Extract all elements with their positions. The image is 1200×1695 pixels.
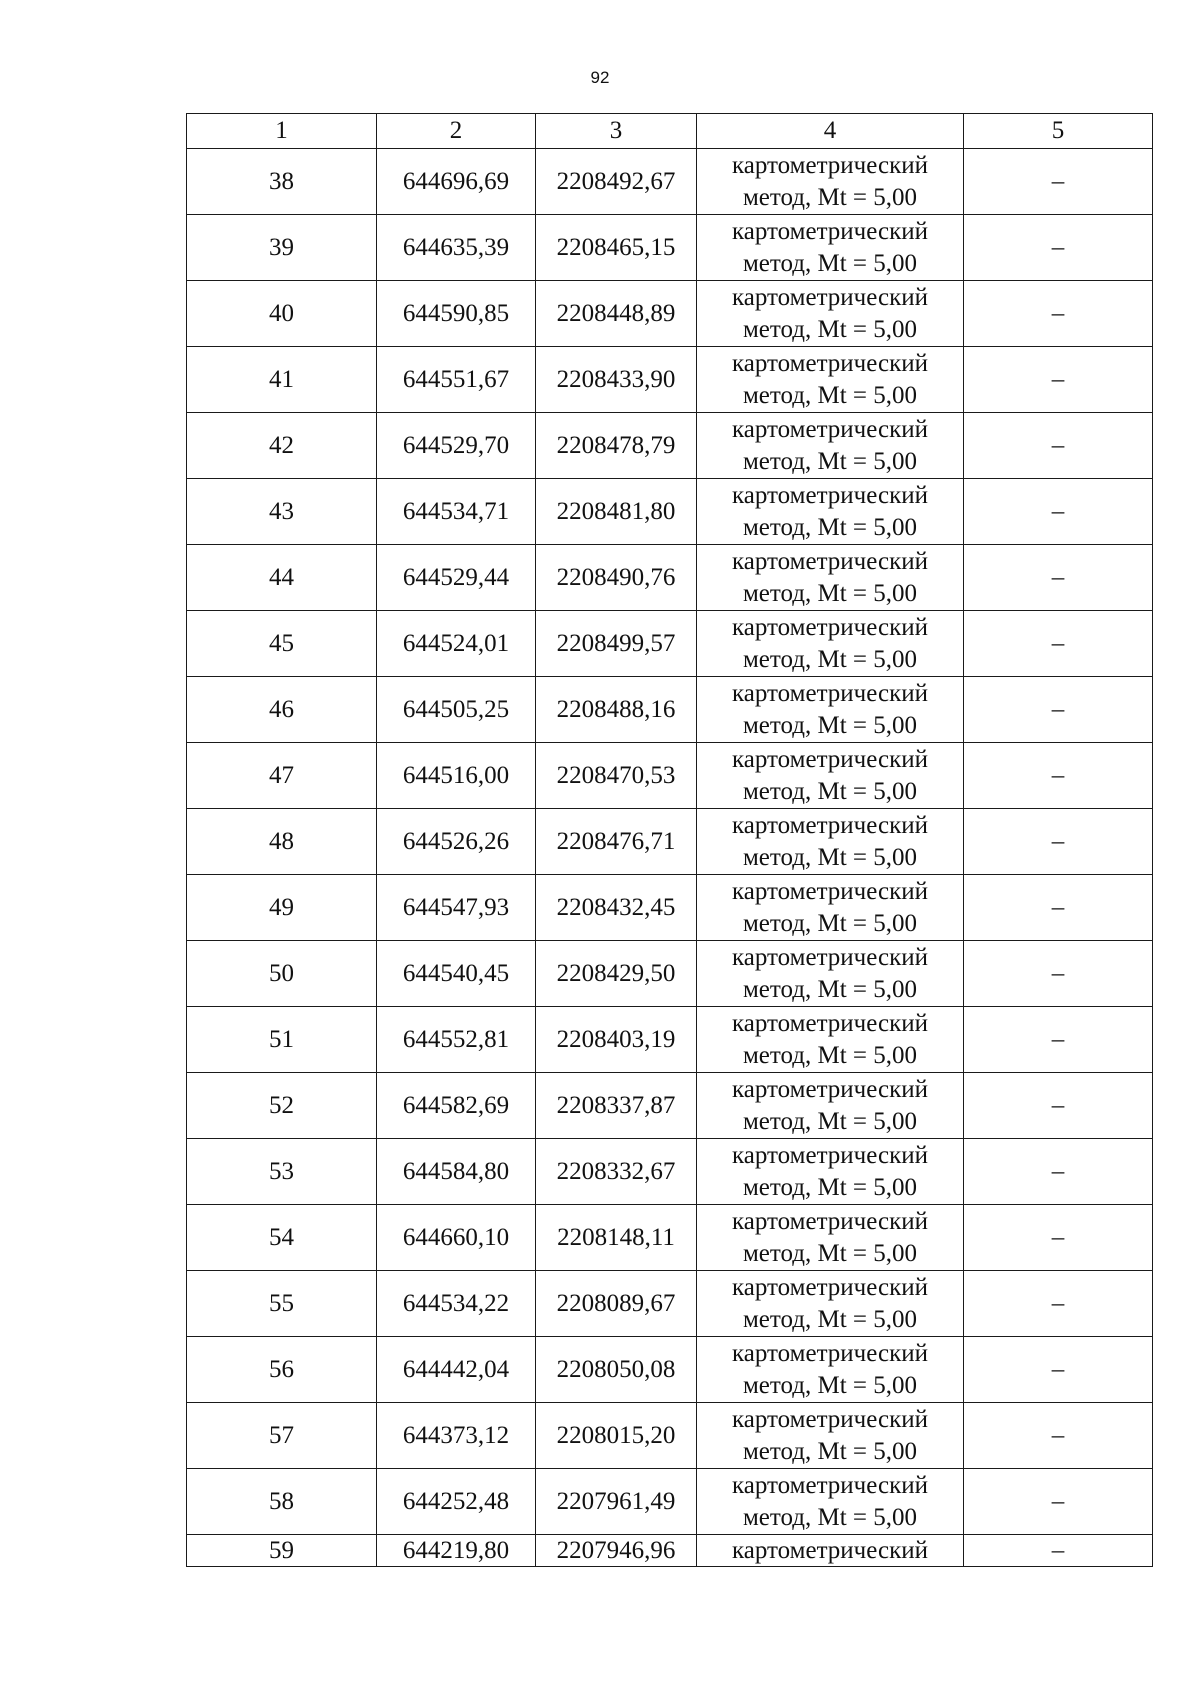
y-coordinate-cell: 2208148,11 (536, 1205, 697, 1271)
column-5-cell: – (964, 479, 1153, 545)
column-5-cell: – (964, 941, 1153, 1007)
x-coordinate-cell: 644529,70 (377, 413, 536, 479)
header-row (187, 114, 1153, 149)
method-line-2: метод, Mt = 5,00 (742, 711, 918, 739)
point-number-cell: 46 (187, 677, 377, 743)
method-cell (697, 413, 964, 479)
y-coordinate-cell: 2208050,08 (536, 1337, 697, 1403)
method-line-1: картометрический (732, 679, 928, 707)
method-cell (697, 479, 964, 545)
method-cell (697, 875, 964, 941)
method-line-2: метод, Mt = 5,00 (742, 513, 918, 541)
column-5-cell: – (964, 347, 1153, 413)
point-number-cell: 51 (187, 1007, 377, 1073)
table-row (187, 1337, 1153, 1403)
column-5-cell: – (964, 1469, 1153, 1535)
method-line-2: метод, Mt = 5,00 (742, 843, 918, 871)
y-coordinate-cell: 2208433,90 (536, 347, 697, 413)
column-5-cell: – (964, 1337, 1153, 1403)
x-coordinate-cell: 644442,04 (377, 1337, 536, 1403)
method-line-1: картометрический (732, 811, 928, 839)
method-line-1: картометрический (732, 217, 928, 245)
table-row (187, 809, 1153, 875)
y-coordinate-cell: 2208337,87 (536, 1073, 697, 1139)
table-row (187, 611, 1153, 677)
method-line-1: картометрический (732, 349, 928, 377)
method-line-2: метод, Mt = 5,00 (742, 183, 918, 211)
method-line-2: метод, Mt = 5,00 (742, 645, 918, 673)
point-number-cell: 42 (187, 413, 377, 479)
table-row (187, 1007, 1153, 1073)
table-row (187, 215, 1153, 281)
column-5-cell: – (964, 1007, 1153, 1073)
method-line-2: метод, Mt = 5,00 (742, 579, 918, 607)
column-5-cell: – (964, 611, 1153, 677)
table-row (187, 1271, 1153, 1337)
point-number-cell: 41 (187, 347, 377, 413)
table-row (187, 149, 1153, 215)
y-coordinate-cell: 2208481,80 (536, 479, 697, 545)
method-line-1: картометрический (732, 1471, 928, 1499)
table-row (187, 1073, 1153, 1139)
y-coordinate-cell: 2208478,79 (536, 413, 697, 479)
header-col-4: 4 (697, 114, 964, 149)
column-5-cell: – (964, 281, 1153, 347)
point-number-cell: 56 (187, 1337, 377, 1403)
point-number-cell: 54 (187, 1205, 377, 1271)
method-cell (697, 1073, 964, 1139)
method-line-1: картометрический (732, 613, 928, 641)
method-line-1: картометрический (732, 745, 928, 773)
y-coordinate-cell: 2208432,45 (536, 875, 697, 941)
method-line-1: картометрический (732, 481, 928, 509)
y-coordinate-cell: 2208089,67 (536, 1271, 697, 1337)
method-cell (697, 1205, 964, 1271)
table-row-last (187, 1535, 1153, 1567)
y-coordinate-cell: 2208470,53 (536, 743, 697, 809)
method-line-1: картометрический (732, 415, 928, 443)
table-row (187, 1205, 1153, 1271)
method-line-1: картометрический (732, 1207, 928, 1235)
point-number-cell: 44 (187, 545, 377, 611)
table-row (187, 413, 1153, 479)
method-cell (697, 347, 964, 413)
y-coordinate-cell: 2208465,15 (536, 215, 697, 281)
y-coordinate-cell: 2208403,19 (536, 1007, 697, 1073)
point-number-cell: 50 (187, 941, 377, 1007)
x-coordinate-cell: 644524,01 (377, 611, 536, 677)
method-line-2: метод, Mt = 5,00 (742, 1239, 918, 1267)
y-coordinate-cell: 2208488,16 (536, 677, 697, 743)
method-line-1: картометрический (732, 1009, 928, 1037)
y-coordinate-cell: 2208429,50 (536, 941, 697, 1007)
method-line-2: метод, Mt = 5,00 (742, 381, 918, 409)
column-5-cell: – (964, 413, 1153, 479)
x-coordinate-cell: 644516,00 (377, 743, 536, 809)
column-5-cell: – (964, 1403, 1153, 1469)
method-line-1: картометрический (732, 547, 928, 575)
point-number-cell: 40 (187, 281, 377, 347)
point-number-cell: 57 (187, 1403, 377, 1469)
table-header (187, 114, 1153, 149)
y-coordinate-cell: 2208015,20 (536, 1403, 697, 1469)
table-row (187, 875, 1153, 941)
method-cell (697, 545, 964, 611)
table-row (187, 545, 1153, 611)
header-col-1: 1 (187, 114, 377, 149)
table-row (187, 281, 1153, 347)
method-line-2: метод, Mt = 5,00 (742, 777, 918, 805)
point-number-cell: 58 (187, 1469, 377, 1535)
method-line-2: метод, Mt = 5,00 (742, 447, 918, 475)
x-coordinate-cell: 644534,71 (377, 479, 536, 545)
method-cell (697, 611, 964, 677)
method-cell (697, 1469, 964, 1535)
point-number-cell: 48 (187, 809, 377, 875)
column-5-cell: – (964, 677, 1153, 743)
point-number-cell: 49 (187, 875, 377, 941)
y-coordinate-cell: 2208492,67 (536, 149, 697, 215)
method-cell: картометрический (697, 1535, 964, 1567)
table-row (187, 941, 1153, 1007)
x-coordinate-cell: 644582,69 (377, 1073, 536, 1139)
coordinates-table (186, 113, 1153, 1567)
column-5-cell: – (964, 1535, 1153, 1567)
point-number-cell: 47 (187, 743, 377, 809)
column-5-cell: – (964, 149, 1153, 215)
x-coordinate-cell: 644552,81 (377, 1007, 536, 1073)
table-row (187, 1403, 1153, 1469)
method-line-2: метод, Mt = 5,00 (742, 1041, 918, 1069)
method-line-2: метод, Mt = 5,00 (742, 1503, 918, 1531)
method-line-1: картометрический (732, 283, 928, 311)
x-coordinate-cell: 644252,48 (377, 1469, 536, 1535)
column-5-cell: – (964, 1073, 1153, 1139)
method-line-1: картометрический (732, 877, 928, 905)
method-cell (697, 1403, 964, 1469)
y-coordinate-cell: 2207961,49 (536, 1469, 697, 1535)
method-line-1: картометрический (732, 1075, 928, 1103)
column-5-cell: – (964, 1205, 1153, 1271)
method-cell (697, 677, 964, 743)
method-line-1: картометрический (732, 1141, 928, 1169)
point-number-cell: 39 (187, 215, 377, 281)
method-line-1: картометрический (732, 1273, 928, 1301)
method-cell (697, 941, 964, 1007)
method-line-1: картометрический (732, 1405, 928, 1433)
x-coordinate-cell: 644373,12 (377, 1403, 536, 1469)
point-number-cell: 59 (187, 1535, 377, 1567)
column-5-cell: – (964, 1139, 1153, 1205)
table-row (187, 743, 1153, 809)
x-coordinate-cell: 644534,22 (377, 1271, 536, 1337)
x-coordinate-cell: 644529,44 (377, 545, 536, 611)
method-line-2: метод, Mt = 5,00 (742, 249, 918, 277)
column-5-cell: – (964, 545, 1153, 611)
point-number-cell: 38 (187, 149, 377, 215)
x-coordinate-cell: 644590,85 (377, 281, 536, 347)
header-col-5: 5 (964, 114, 1153, 149)
method-cell (697, 1139, 964, 1205)
method-cell (697, 1271, 964, 1337)
y-coordinate-cell: 2208448,89 (536, 281, 697, 347)
point-number-cell: 43 (187, 479, 377, 545)
method-cell (697, 281, 964, 347)
header-col-3: 3 (536, 114, 697, 149)
method-cell (697, 1337, 964, 1403)
column-5-cell: – (964, 215, 1153, 281)
y-coordinate-cell: 2208499,57 (536, 611, 697, 677)
x-coordinate-cell: 644526,26 (377, 809, 536, 875)
method-line-2: метод, Mt = 5,00 (742, 909, 918, 937)
method-cell (697, 149, 964, 215)
method-line-2: метод, Mt = 5,00 (742, 1305, 918, 1333)
method-line-2: метод, Mt = 5,00 (742, 1173, 918, 1201)
x-coordinate-cell: 644505,25 (377, 677, 536, 743)
column-5-cell: – (964, 1271, 1153, 1337)
x-coordinate-cell: 644219,80 (377, 1535, 536, 1567)
table-row (187, 1469, 1153, 1535)
column-5-cell: – (964, 743, 1153, 809)
method-cell (697, 743, 964, 809)
method-line-1: картометрический (732, 151, 928, 179)
table-row (187, 1139, 1153, 1205)
method-cell (697, 809, 964, 875)
table-row (187, 479, 1153, 545)
x-coordinate-cell: 644635,39 (377, 215, 536, 281)
y-coordinate-cell: 2207946,96 (536, 1535, 697, 1567)
method-cell (697, 1007, 964, 1073)
point-number-cell: 55 (187, 1271, 377, 1337)
method-line-2: метод, Mt = 5,00 (742, 1371, 918, 1399)
x-coordinate-cell: 644584,80 (377, 1139, 536, 1205)
y-coordinate-cell: 2208490,76 (536, 545, 697, 611)
table-body (187, 149, 1153, 1567)
page-number: 92 (590, 68, 610, 87)
table-row (187, 677, 1153, 743)
header-col-2: 2 (377, 114, 536, 149)
method-line-2: метод, Mt = 5,00 (742, 1437, 918, 1465)
table-row (187, 347, 1153, 413)
method-line-1: картометрический (732, 943, 928, 971)
point-number-cell: 45 (187, 611, 377, 677)
y-coordinate-cell: 2208332,67 (536, 1139, 697, 1205)
method-line-2: метод, Mt = 5,00 (742, 315, 918, 343)
method-line-2: метод, Mt = 5,00 (742, 1107, 918, 1135)
method-line-2: метод, Mt = 5,00 (742, 975, 918, 1003)
x-coordinate-cell: 644547,93 (377, 875, 536, 941)
x-coordinate-cell: 644540,45 (377, 941, 536, 1007)
x-coordinate-cell: 644696,69 (377, 149, 536, 215)
y-coordinate-cell: 2208476,71 (536, 809, 697, 875)
x-coordinate-cell: 644551,67 (377, 347, 536, 413)
column-5-cell: – (964, 809, 1153, 875)
point-number-cell: 53 (187, 1139, 377, 1205)
point-number-cell: 52 (187, 1073, 377, 1139)
method-cell (697, 215, 964, 281)
x-coordinate-cell: 644660,10 (377, 1205, 536, 1271)
column-5-cell: – (964, 875, 1153, 941)
method-line-1: картометрический (732, 1339, 928, 1367)
